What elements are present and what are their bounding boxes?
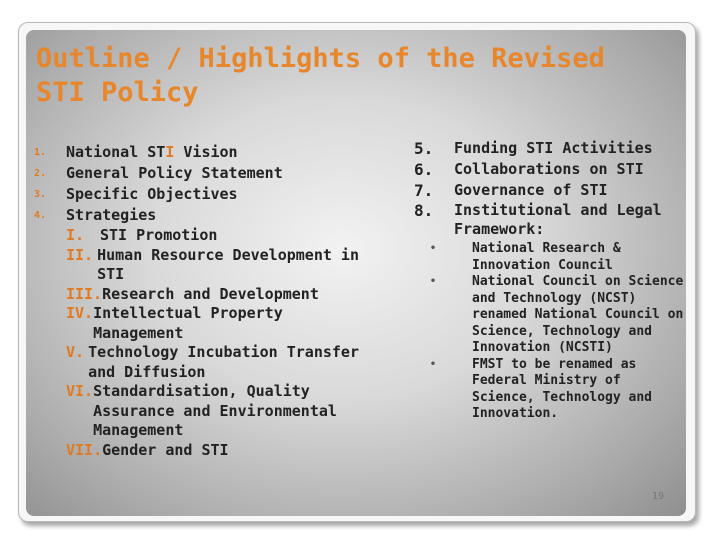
slide: [26, 30, 686, 516]
strategy-item: [66, 343, 364, 382]
strategy-text: Technology Incubation Transfer and Diffusion: [88, 343, 359, 381]
strategy-number: I.: [66, 226, 85, 244]
item-number: 1.: [34, 147, 47, 158]
item-number: 6.: [414, 160, 434, 179]
left-column: [34, 142, 364, 460]
strategy-number: III.: [66, 284, 103, 303]
list-item: [34, 142, 364, 163]
list-item: [414, 180, 684, 201]
strategy-item: [66, 382, 364, 441]
list-item: [34, 205, 364, 226]
strategy-number: IV.: [66, 304, 94, 322]
bullet-icon: •: [430, 243, 437, 254]
strategy-number: VII.: [66, 440, 103, 459]
right-column: [414, 138, 684, 423]
item-number: 3.: [34, 189, 47, 200]
bullet-icon: •: [430, 358, 437, 370]
strategy-text: Intellectual Property Management: [93, 304, 283, 342]
list-item: [414, 201, 684, 239]
strategy-item: [66, 441, 364, 461]
title-line-2: STI Policy: [36, 77, 199, 108]
item-text: Strategies: [66, 206, 157, 224]
item-text: Specific Objectives: [66, 185, 238, 203]
strategy-number: VI.: [66, 382, 94, 400]
strategy-item: [66, 285, 364, 305]
title-line-1: Outline / Highlights of the Revised: [36, 43, 605, 74]
strategy-item: [66, 226, 364, 246]
strategy-text: Human Resource Development in STI: [97, 245, 359, 283]
bullet-item: [430, 241, 684, 274]
strategy-item: [66, 304, 364, 343]
list-item: [34, 163, 364, 184]
slide-title: [36, 42, 676, 110]
bullet-icon: •: [430, 276, 437, 287]
bullet-text: FMST to be renamed as Federal Ministry of Science, Technology and Innovation.: [472, 356, 653, 421]
strategy-text: STI Promotion: [100, 226, 218, 244]
strategy-text: Research and Development: [102, 284, 319, 303]
strategy-number: II.: [66, 245, 94, 264]
bullet-list: [430, 241, 684, 423]
item-text: Institutional and Legal Framework:: [454, 201, 662, 238]
page-number: 19: [651, 491, 664, 502]
strategy-item: [66, 246, 364, 285]
item-text: Collaborations on STI: [454, 160, 644, 178]
item-text: Funding STI Activities: [454, 139, 653, 157]
item-number: 8.: [414, 201, 434, 220]
list-item: [414, 138, 684, 159]
bullet-item: [430, 357, 684, 423]
item-number: 5.: [414, 139, 434, 158]
strategy-text: Standardisation, Quality Assurance and Environmental Management: [93, 382, 337, 439]
bullet-text: National Research & Innovation Council: [472, 241, 621, 273]
item-text: General Policy Statement: [66, 164, 283, 182]
item-text: Governance of STI: [454, 181, 608, 199]
item-text: National STI Vision: [66, 143, 238, 161]
bullet-text: National Council on Science and Technology (NCST) renamed National Council on Science, Technology and Innovation (NCSTI): [472, 274, 684, 355]
list-item: [414, 159, 684, 180]
strategy-number: V.: [66, 343, 85, 361]
strategy-text: Gender and STI: [102, 440, 229, 459]
list-item: [34, 184, 364, 205]
item-number: 4.: [34, 210, 47, 221]
item-number: 2.: [34, 168, 47, 179]
item-number: 7.: [414, 181, 434, 200]
bullet-item: [430, 274, 684, 357]
